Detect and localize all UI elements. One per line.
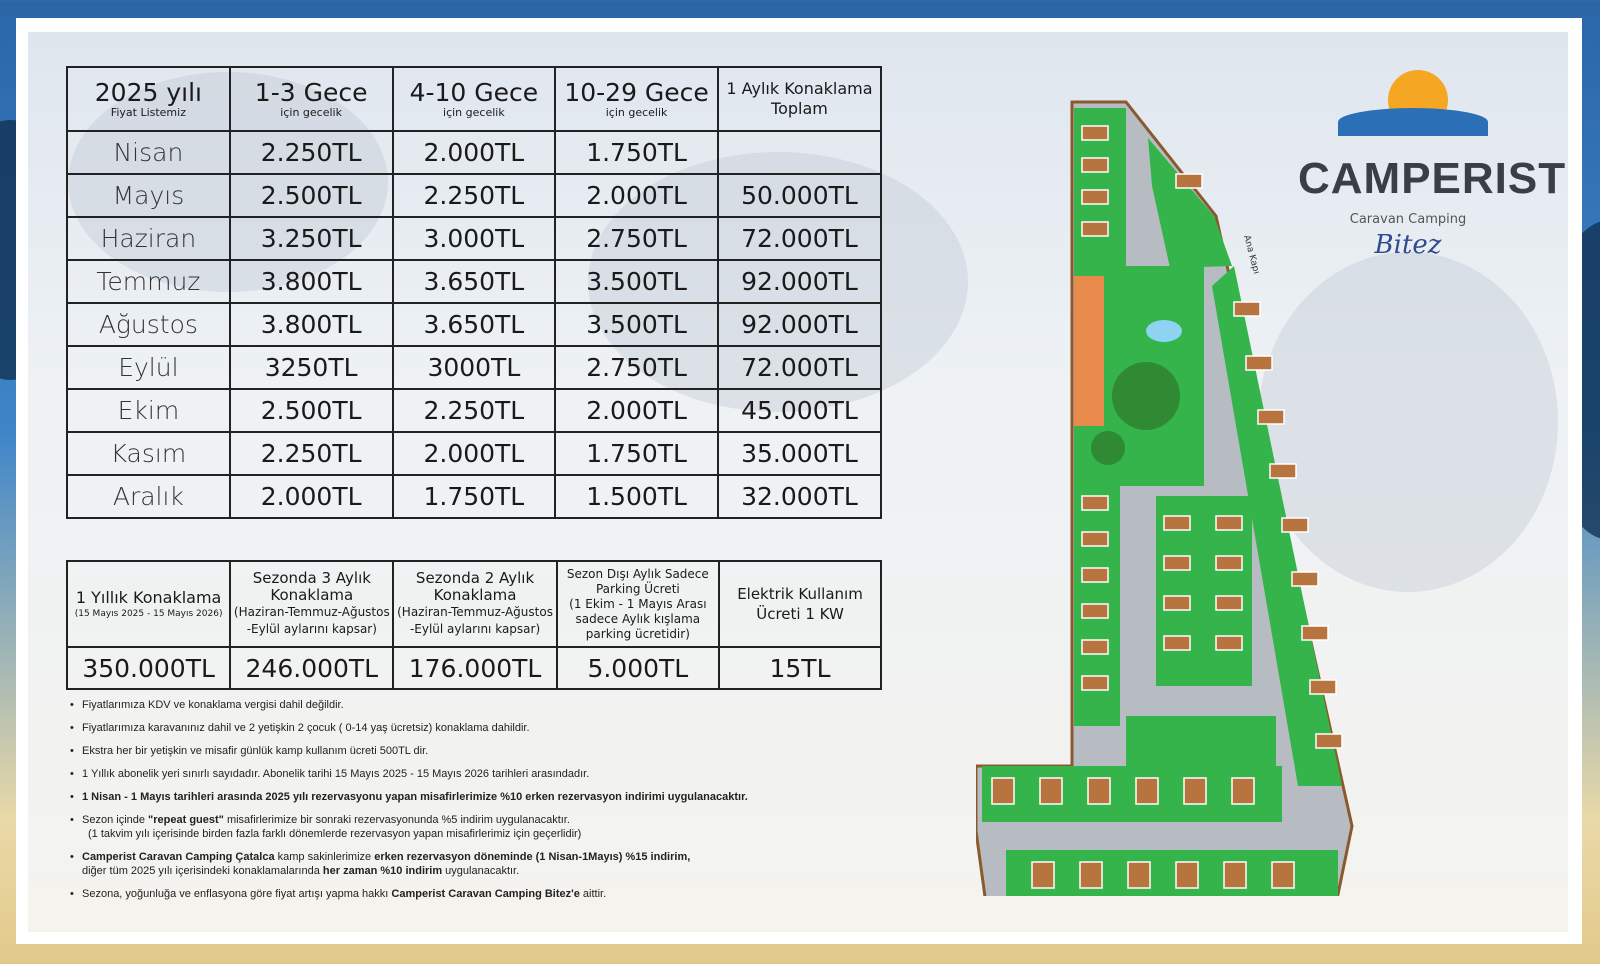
month-cell: Ağustos (67, 303, 230, 346)
note-text: kamp sakinlerimize (274, 851, 375, 863)
price-cell: 2.250TL (230, 131, 393, 174)
price-cell: 35.000TL (718, 432, 881, 475)
price-cell: 1.750TL (555, 432, 718, 475)
header-col-4 (718, 67, 881, 131)
note-text: aittir. (579, 888, 607, 900)
package-yearly-subtitle: (15 Mayıs 2025 - 15 Mayıs 2026) (74, 608, 223, 619)
price-cell: 3.650TL (393, 260, 556, 303)
table-row (67, 217, 881, 260)
year-title: 2025 yılı (94, 78, 202, 107)
price-table-header (67, 67, 881, 131)
note-text: Camperist Caravan Camping Bitez'e (391, 888, 580, 900)
price-cell: 72.000TL (718, 346, 881, 389)
price-cell: 3.800TL (230, 303, 393, 346)
package-header-3-month (230, 561, 393, 647)
price-cell: 1.500TL (555, 475, 718, 518)
list-item (68, 887, 898, 901)
month-cell: Eylül (67, 346, 230, 389)
header-col-3 (555, 67, 718, 131)
note-text: Sezona, yoğunluğa ve enflasyona göre fiyat artışı yapma hakkı (82, 888, 392, 900)
note-text: Camperist Caravan Camping Çatalca (82, 851, 275, 863)
price-cell: 2.500TL (230, 174, 393, 217)
table-row (67, 389, 881, 432)
month-cell: Haziran (67, 217, 230, 260)
package-3-month-title: Sezonda 3 Aylık Konaklama (252, 569, 371, 604)
price-cell: 2.000TL (555, 389, 718, 432)
table-row (67, 432, 881, 475)
note-text: (1 takvim yılı içerisinde birden fazla farklı dönemlerde rezervasyon yapan misafirlerimiz için geçerlidir) (88, 828, 582, 840)
package-yearly-title: 1 Yıllık Konaklama (75, 587, 222, 607)
price-cell: 2.750TL (555, 346, 718, 389)
list-item (68, 744, 898, 758)
table-row (67, 346, 881, 389)
main-gate-label: Ana Kapı (1241, 234, 1262, 276)
price-cell: 92.000TL (718, 260, 881, 303)
price-cell: 3000TL (393, 346, 556, 389)
note-text: Fiyatlarımıza karavanınız dahil ve 2 yetişkin 2 çocuk ( 0-14 yaş ücretsiz) konaklama dahildir. (82, 722, 530, 734)
note-text: Ekstra her bir yetişkin ve misafir günlük kamp kullanım ücreti 500TL dir. (82, 745, 429, 757)
price-cell: 5.000TL (557, 647, 719, 689)
price-cell: 2.250TL (393, 389, 556, 432)
price-cell: 2.000TL (393, 432, 556, 475)
price-cell: 32.000TL (718, 475, 881, 518)
list-item (68, 698, 898, 712)
price-cell: 2.750TL (555, 217, 718, 260)
note-text: Sezon içinde (82, 814, 149, 826)
price-cell: 2.250TL (393, 174, 556, 217)
price-cell: 15TL (719, 647, 881, 689)
price-cell: 3.500TL (555, 303, 718, 346)
note-text: Fiyatlarımıza KDV ve konaklama vergisi dahil değildir. (82, 699, 344, 711)
package-2-month-subtitle: (Haziran-Temmuz-Ağustos -Eylül aylarını kapsar) (397, 605, 553, 636)
col-4-title: 1 Aylık Konaklama (726, 79, 873, 98)
list-item (68, 850, 898, 878)
pool-icon (1146, 320, 1182, 342)
month-cell: Temmuz (67, 260, 230, 303)
price-cell (718, 131, 881, 174)
tree-icon (1091, 431, 1125, 465)
col-1-title: 1-3 Gece (254, 78, 368, 107)
package-header-parking (557, 561, 719, 647)
price-cell: 1.750TL (393, 475, 556, 518)
price-cell: 1.750TL (555, 131, 718, 174)
price-cell: 50.000TL (718, 174, 881, 217)
brand-subtitle: Caravan Camping (1349, 212, 1467, 227)
package-price-row (67, 647, 881, 689)
price-cell: 2.000TL (230, 475, 393, 518)
note-text: "repeat guest" (148, 814, 224, 826)
col-2-subtitle: için gecelik (443, 106, 505, 119)
price-cell: 3250TL (230, 346, 393, 389)
col-3-title: 10-29 Gece (564, 78, 709, 107)
price-cell: 246.000TL (230, 647, 393, 689)
package-table (66, 560, 882, 690)
month-cell: Ekim (67, 389, 230, 432)
note-text: 1 Nisan - 1 Mayıs tarihleri arasında 2025 yılı rezervasyonu yapan misafirlerimize %10 erken rezervasyon indirimi uygulanacaktır. (82, 791, 748, 803)
price-cell: 45.000TL (718, 389, 881, 432)
table-row (67, 174, 881, 217)
col-3-subtitle: için gecelik (605, 106, 668, 119)
package-electricity-title: Elektrik Kullanım Ücreti 1 KW (737, 585, 863, 623)
col-4-subtitle: Toplam (771, 99, 828, 118)
col-2-title: 4-10 Gece (409, 78, 539, 107)
month-cell: Mayıs (67, 174, 230, 217)
package-header-yearly (67, 561, 230, 647)
tree-icon (1112, 362, 1180, 430)
header-col-1 (230, 67, 393, 131)
month-cell: Aralık (67, 475, 230, 518)
price-table (66, 66, 882, 519)
list-item (68, 767, 898, 781)
package-3-month-subtitle: (Haziran-Temmuz-Ağustos -Eylül aylarını kapsar) (233, 605, 390, 636)
price-cell: 3.250TL (230, 217, 393, 260)
note-text: her zaman %10 indirim (322, 865, 443, 877)
header-year (67, 67, 230, 131)
price-cell: 350.000TL (67, 647, 230, 689)
package-2-month-title: Sezonda 2 Aylık Konaklama (415, 569, 535, 604)
price-cell: 2.000TL (393, 131, 556, 174)
brand-name: CAMPERIST (1298, 154, 1567, 203)
list-item (68, 790, 898, 804)
header-col-2 (393, 67, 556, 131)
price-cell: 3.000TL (393, 217, 556, 260)
col-1-subtitle: için gecelik (280, 106, 342, 119)
note-text: erken rezervasyon döneminde (1 Nisan-1Mayıs) %15 indirim, (374, 851, 691, 863)
table-row (67, 475, 881, 518)
table-row (67, 260, 881, 303)
campsite-map (976, 66, 1376, 896)
note-text: uygulanacaktır. (442, 865, 520, 877)
price-cell: 2.000TL (555, 174, 718, 217)
price-cell: 3.650TL (393, 303, 556, 346)
note-text: 1 Yıllık abonelik yeri sınırlı sayıdadır. Abonelik tarihi 15 Mayıs 2025 - 15 Mayıs 2026 tarihleri arasındadır. (82, 768, 590, 780)
list-item (68, 721, 898, 735)
price-cell: 92.000TL (718, 303, 881, 346)
price-cell: 3.500TL (555, 260, 718, 303)
month-cell: Kasım (67, 432, 230, 475)
table-row (67, 131, 881, 174)
price-cell: 2.250TL (230, 432, 393, 475)
price-cell: 176.000TL (393, 647, 556, 689)
package-table-header (67, 561, 881, 647)
list-item (68, 813, 898, 841)
terms-list (68, 698, 898, 910)
price-cell: 3.800TL (230, 260, 393, 303)
price-cell: 72.000TL (718, 217, 881, 260)
note-text: misafirlerimize bir sonraki rezervasyonunda %5 indirim uygulanacaktır. (223, 814, 570, 826)
note-text: diğer tüm 2025 yılı içerisindeki konaklamalarında (82, 865, 323, 877)
package-parking-title: Sezon Dışı Aylık Sadece Parking Ücreti (566, 566, 709, 596)
price-cell: 2.500TL (230, 389, 393, 432)
package-header-electricity (719, 561, 881, 647)
year-subtitle: Fiyat Listemiz (110, 106, 186, 119)
month-cell: Nisan (67, 131, 230, 174)
table-row (67, 303, 881, 346)
brand-city: Bitez (1374, 230, 1442, 260)
sunbath-area (1074, 276, 1104, 426)
poster (28, 32, 1568, 932)
package-header-2-month (393, 561, 556, 647)
package-parking-subtitle: (1 Ekim - 1 Mayıs Arası sadece Aylık kışlama parking ücretidir) (569, 596, 707, 641)
